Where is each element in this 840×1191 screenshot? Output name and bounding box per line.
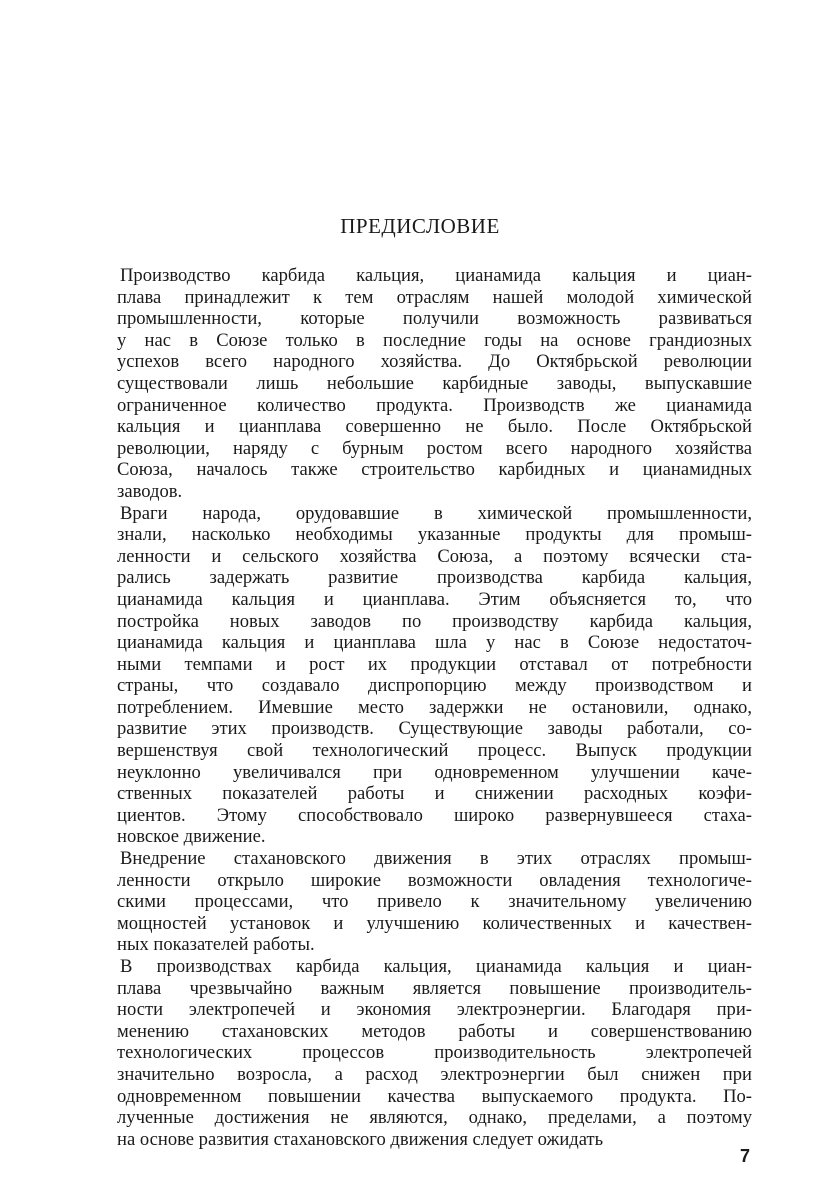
- text-line: потреблением. Имевшие место задержки не остановили, однако,: [117, 696, 752, 718]
- text-line: скими процессами, что привело к значительному увеличению: [117, 891, 752, 913]
- text-line: рались задержать развитие производства карбида кальция,: [117, 567, 752, 589]
- text-line: технологических процессов производительность электропечей: [117, 1042, 752, 1064]
- text-line: менению стахановских методов работы и совершенствованию: [117, 1020, 752, 1042]
- text-line: лученные достижения не являются, однако, пределами, а поэтому: [117, 1107, 752, 1129]
- page-number: 7: [739, 1146, 750, 1166]
- text-line: постройка новых заводов по производству карбида кальция,: [117, 610, 752, 632]
- text-line: заводов.: [117, 480, 183, 502]
- text-line: знали, насколько необходимы указанные продукты для промыш-: [117, 524, 752, 546]
- text-line: одновременном повышении качества выпускаемого продукта. По-: [117, 1085, 752, 1107]
- text-line: промышленности, которые получили возможность развиваться: [117, 308, 752, 330]
- text-line: В производствах карбида кальция, цианамида кальция и циан-: [120, 956, 752, 977]
- text-line: цианамида кальция и цианплава шла у нас в Союзе недостаточ-: [117, 632, 752, 654]
- text-line: Производство карбида кальция, цианамида кальция и циан-: [120, 265, 752, 286]
- text-line: Союза, началось также строительство карбидных и цианамидных: [117, 459, 752, 481]
- text-line: страны, что создавало диспропорцию между производством и: [117, 675, 752, 697]
- body-text: [117, 265, 752, 1150]
- text-line: ственных показателей работы и снижении расходных коэфи-: [117, 783, 752, 805]
- text-line: вершенствуя свой технологический процесс. Выпуск продукции: [117, 740, 752, 762]
- text-line: ности электропечей и экономия электроэнергии. Благодаря при-: [117, 999, 752, 1021]
- text-line: у нас в Союзе только в последние годы на основе грандиозных: [117, 329, 752, 351]
- paragraph: [117, 503, 752, 849]
- paragraph: [117, 265, 752, 503]
- text-line: революции, наряду с бурным ростом всего народного хозяйства: [117, 437, 752, 459]
- text-line: плава принадлежит к тем отраслям нашей молодой химической: [117, 286, 752, 308]
- text-line: кальция и цианплава совершенно не было. После Октябрьской: [117, 416, 752, 438]
- text-line: мощностей установок и улучшению количественных и качествен-: [117, 912, 752, 934]
- text-line: ленности и сельского хозяйства Союза, а поэтому всячески ста-: [117, 545, 752, 567]
- text-line: развитие этих производств. Существующие заводы работали, со-: [117, 718, 752, 740]
- paragraph: [117, 956, 752, 1150]
- page-title: ПРЕДИСЛОВИЕ: [340, 214, 500, 238]
- text-line: Враги народа, орудовавшие в химической промышленности,: [120, 502, 752, 524]
- text-line: Внедрение стахановского движения в этих отраслях промыш-: [120, 848, 752, 870]
- text-line: цианамида кальция и цианплава. Этим объясняется то, что: [117, 588, 752, 610]
- text-line: новское движение.: [117, 826, 266, 848]
- text-line: ными темпами и рост их продукции отставал от потребности: [117, 653, 752, 675]
- text-line: ных показателей работы.: [117, 934, 315, 956]
- text-line: ленности открыло широкие возможности овладения технологиче-: [117, 869, 752, 891]
- text-line: успехов всего народного хозяйства. До Октябрьской революции: [117, 351, 752, 373]
- text-line: значительно возросла, а расход электроэнергии был снижен при: [117, 1063, 752, 1085]
- text-line: циентов. Этому способствовало широко развернувшееся стаха-: [117, 804, 752, 826]
- paragraph: [117, 848, 752, 956]
- text-line: ограниченное количество продукта. Производств же цианамида: [117, 394, 752, 416]
- text-line: существовали лишь небольшие карбидные заводы, выпускавшие: [117, 372, 752, 394]
- text-line: неуклонно увеличивался при одновременном улучшении каче-: [117, 761, 752, 783]
- text-line: на основе развития стахановского движения следует ожидать: [117, 1128, 604, 1150]
- text-line: плава чрезвычайно важным является повышение производитель-: [117, 977, 752, 999]
